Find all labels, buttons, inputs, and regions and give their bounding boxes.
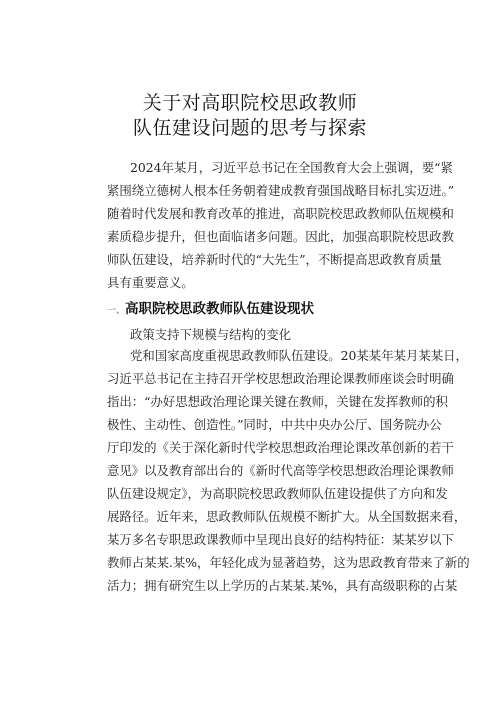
paragraph-1-line: 师队伍建设，培养新时代的“大先生”，不断提高思政教育质量 — [107, 252, 442, 267]
section-subheading: 政策支持下规模与结构的变化 — [130, 327, 292, 342]
paragraph-2-line: 厅印发的《关于深化新时代学校思想政治理论课改革创新的若干 — [107, 440, 454, 455]
section-heading — [107, 297, 314, 317]
paragraph-2-line: 指出：“办好思想政治理论课关键在教师，关键在发挥教师的积 — [107, 394, 448, 409]
paragraph-2-line: 队伍建设规定》，为高职院校思政教师队伍建设提供了方向和发 — [107, 486, 448, 501]
paragraph-1-line: 具有重要意义。 — [107, 275, 194, 290]
paragraph-2-line: 极性、主动性、创造性。”同时，中共中央办公厅、国务院办公 — [107, 417, 442, 432]
section-number: 一、 — [107, 306, 126, 316]
document-title-line-1: 关于对高职院校思政教师 — [142, 92, 358, 114]
paragraph-2-line: 展路径。近年来，思政教师队伍规模不断扩大。从全国数据来看， — [107, 509, 467, 524]
document-title-line-2: 队伍建设问题的思考与探索 — [132, 117, 367, 139]
paragraph-2-line: 意见》以及教育部出台的《新时代高等学校思想政治理论课教师 — [107, 463, 454, 478]
paragraph-1-line: 2024年某月，习近平总书记在全国教育大会上强调，要“紧 — [130, 160, 453, 175]
paragraph-2-line: 教师占某某.某%，年轻化成为显著趋势，这为思政教育带来了新的 — [107, 555, 470, 570]
paragraph-2-line: 某万多名专职思政课教师中呈现出良好的结构特征：某某岁以下 — [107, 532, 454, 547]
paragraph-2-line: 活力；拥有研究生以上学历的占某某.某%，具有高级职称的占某 — [107, 578, 458, 593]
paragraph-1-line: 素质稳步提升，但也面临诸多问题。因此，加强高职院校思政教 — [107, 229, 454, 244]
paragraph-2-line: 习近平总书记在主持召开学校思想政治理论课教师座谈会时明确 — [107, 371, 454, 386]
paragraph-1-line: 随着时代发展和教育改革的推进，高职院校思政教师队伍规模和 — [107, 206, 454, 221]
section-heading-text: 高职院校思政教师队伍建设现状 — [125, 301, 315, 317]
paragraph-2-line: 党和国家高度重视思政教师队伍建设。20某某年某月某某日， — [130, 348, 468, 363]
paragraph-1-line: 紧围绕立德树人根本任务朝着建成教育强国战略目标扎实迈进。” — [107, 183, 455, 198]
